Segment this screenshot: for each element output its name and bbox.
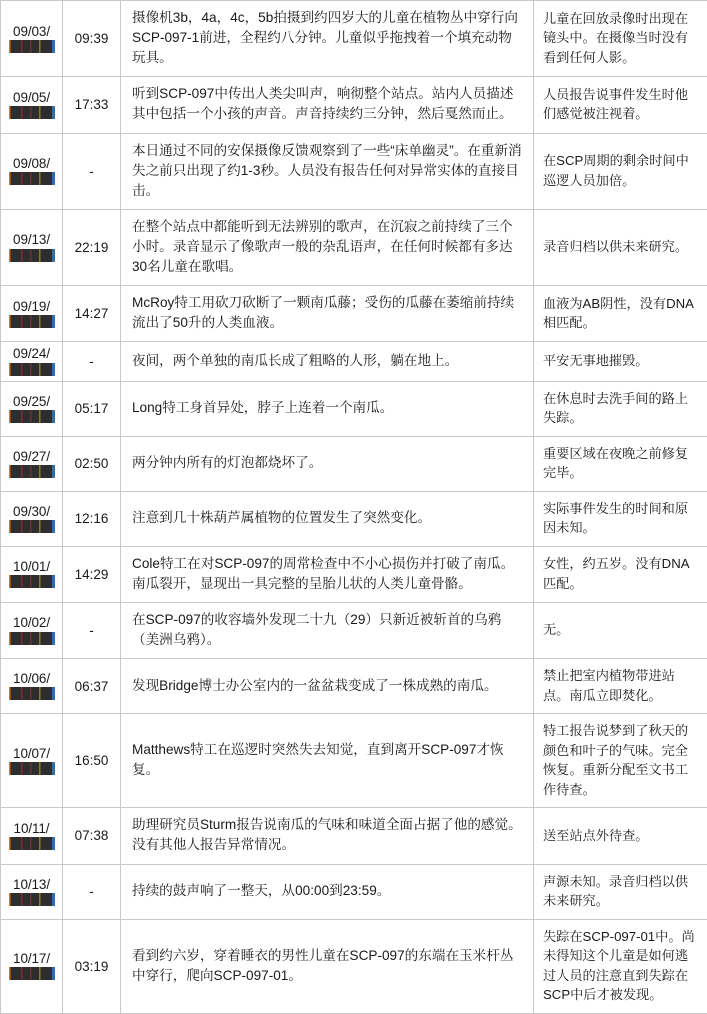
- table-row: [1, 546, 707, 602]
- cell-date: [1, 546, 63, 602]
- table-row: [1, 209, 707, 285]
- cell-notes: 禁止把室内植物带进站点。南瓜立即焚化。: [534, 659, 707, 714]
- redacted-year-bar: [9, 837, 55, 850]
- cell-notes: 送至站点外待查。: [534, 808, 707, 864]
- cell-time: 06:37: [63, 659, 121, 714]
- cell-time: 12:16: [63, 491, 121, 546]
- cell-date: [1, 602, 63, 658]
- cell-description: 夜间，两个单独的南瓜长成了粗略的人形，躺在地上。: [121, 342, 534, 381]
- cell-date: [1, 864, 63, 919]
- redacted-year-bar: [9, 40, 55, 53]
- cell-time: 16:50: [63, 714, 121, 808]
- cell-date: [1, 919, 63, 1013]
- table-row: [1, 659, 707, 714]
- cell-description: 本日通过不同的安保摄像反馈观察到了一些“床单幽灵”。在重新消失之前只出现了约1-3秒。人员没有报告任何对异常实体的直接目击。: [121, 133, 534, 209]
- redacted-year-bar: [9, 465, 55, 478]
- cell-notes: 无。: [534, 602, 707, 658]
- cell-time: 09:39: [63, 1, 121, 77]
- cell-notes: 儿童在回放录像时出现在镜头中。在摄像当时没有看到任何人影。: [534, 1, 707, 77]
- cell-date: [1, 286, 63, 342]
- cell-notes: 重要区域在夜晚之前修复完毕。: [534, 436, 707, 491]
- table-row: [1, 381, 707, 436]
- cell-date: [1, 808, 63, 864]
- table-row: [1, 714, 707, 808]
- date-text: 10/06/: [3, 671, 60, 686]
- cell-description: 听到SCP-097中传出人类尖叫声，响彻整个站点。站内人员描述其中包括一个小孩的声音。声音持续约三分钟，然后戛然而止。: [121, 77, 534, 133]
- cell-description: Cole特工在对SCP-097的周常检查中不小心损伤并打破了南瓜。南瓜裂开，显现出一具完整的呈胎儿状的人类儿童骨骼。: [121, 546, 534, 602]
- cell-notes: 血液为AB阴性，没有DNA相匹配。: [534, 286, 707, 342]
- cell-time: -: [63, 133, 121, 209]
- date-text: 10/17/: [3, 951, 60, 966]
- date-text: 09/24/: [3, 346, 60, 361]
- date-text: 09/19/: [3, 299, 60, 314]
- cell-time: 17:33: [63, 77, 121, 133]
- cell-notes: 在休息时去洗手间的路上失踪。: [534, 381, 707, 436]
- table-row: [1, 1, 707, 77]
- redacted-year-bar: [9, 106, 55, 119]
- cell-description: 持续的鼓声响了一整天，从00:00到23:59。: [121, 864, 534, 919]
- date-text: 10/01/: [3, 559, 60, 574]
- table-row: [1, 864, 707, 919]
- cell-time: -: [63, 864, 121, 919]
- redacted-year-bar: [9, 315, 55, 328]
- cell-notes: 特工报告说梦到了秋天的颜色和叶子的气味。完全恢复。重新分配至文书工作待查。: [534, 714, 707, 808]
- table-row: [1, 77, 707, 133]
- cell-time: 07:38: [63, 808, 121, 864]
- redacted-year-bar: [9, 172, 55, 185]
- cell-notes: 声源未知。录音归档以供未来研究。: [534, 864, 707, 919]
- cell-description: Matthews特工在巡逻时突然失去知觉，直到离开SCP-097才恢复。: [121, 714, 534, 808]
- table-row: [1, 133, 707, 209]
- table-row: [1, 808, 707, 864]
- redacted-year-bar: [9, 575, 55, 588]
- cell-time: 14:27: [63, 286, 121, 342]
- table-row: [1, 919, 707, 1013]
- cell-date: [1, 209, 63, 285]
- date-text: 10/07/: [3, 746, 60, 761]
- cell-time: 05:17: [63, 381, 121, 436]
- cell-notes: 实际事件发生的时间和原因未知。: [534, 491, 707, 546]
- cell-description: Long特工身首异处，脖子上连着一个南瓜。: [121, 381, 534, 436]
- cell-date: [1, 342, 63, 381]
- cell-notes: 在SCP周期的剩余时间中巡逻人员加倍。: [534, 133, 707, 209]
- cell-time: 03:19: [63, 919, 121, 1013]
- date-text: 09/27/: [3, 449, 60, 464]
- date-text: 10/13/: [3, 877, 60, 892]
- cell-notes: 失踪在SCP-097-01中。尚未得知这个儿童是如何逃过人员的注意直到失踪在SCP中后才被发现。: [534, 919, 707, 1013]
- cell-date: [1, 436, 63, 491]
- cell-date: [1, 1, 63, 77]
- cell-date: [1, 491, 63, 546]
- cell-date: [1, 133, 63, 209]
- cell-description: 发现Bridge博士办公室内的一盆盆栽变成了一株成熟的南瓜。: [121, 659, 534, 714]
- table-row: [1, 342, 707, 381]
- cell-time: 14:29: [63, 546, 121, 602]
- date-text: 10/11/: [3, 821, 60, 836]
- date-text: 09/05/: [3, 90, 60, 105]
- cell-date: [1, 381, 63, 436]
- table-row: [1, 602, 707, 658]
- cell-description: 注意到几十株葫芦属植物的位置发生了突然变化。: [121, 491, 534, 546]
- incident-log-body: [1, 1, 707, 1014]
- cell-notes: 录音归档以供未来研究。: [534, 209, 707, 285]
- cell-description: McRoy特工用砍刀砍断了一颗南瓜藤；受伤的瓜藤在萎缩前持续流出了50升的人类血液。: [121, 286, 534, 342]
- cell-description: 在整个站点中都能听到无法辨别的歌声，在沉寂之前持续了三个小时。录音显示了像歌声一般的杂乱语声，在任何时候都有多达30名儿童在歌唱。: [121, 209, 534, 285]
- redacted-year-bar: [9, 893, 55, 906]
- redacted-year-bar: [9, 967, 55, 980]
- cell-description: 摄像机3b，4a，4c，5b拍摄到约四岁大的儿童在植物丛中穿行向SCP-097-1前进，全程约八分钟。儿童似乎拖拽着一个填充动物玩具。: [121, 1, 534, 77]
- date-text: 10/02/: [3, 615, 60, 630]
- cell-description: 两分钟内所有的灯泡都烧坏了。: [121, 436, 534, 491]
- table-row: [1, 491, 707, 546]
- cell-date: [1, 659, 63, 714]
- date-text: 09/03/: [3, 24, 60, 39]
- redacted-year-bar: [9, 632, 55, 645]
- date-text: 09/25/: [3, 394, 60, 409]
- cell-notes: 人员报告说事件发生时他们感觉被注视着。: [534, 77, 707, 133]
- table-row: [1, 436, 707, 491]
- cell-notes: 女性，约五岁。没有DNA匹配。: [534, 546, 707, 602]
- date-text: 09/30/: [3, 504, 60, 519]
- date-text: 09/13/: [3, 232, 60, 247]
- cell-notes: 平安无事地摧毁。: [534, 342, 707, 381]
- date-text: 09/08/: [3, 156, 60, 171]
- cell-description: 助理研究员Sturm报告说南瓜的气味和味道全面占据了他的感觉。没有其他人报告异常情况。: [121, 808, 534, 864]
- redacted-year-bar: [9, 410, 55, 423]
- cell-description: 看到约六岁，穿着睡衣的男性儿童在SCP-097的东端在玉米杆丛中穿行，爬向SCP-097-01。: [121, 919, 534, 1013]
- cell-time: 02:50: [63, 436, 121, 491]
- redacted-year-bar: [9, 520, 55, 533]
- cell-time: 22:19: [63, 209, 121, 285]
- cell-time: -: [63, 602, 121, 658]
- redacted-year-bar: [9, 249, 55, 262]
- cell-time: -: [63, 342, 121, 381]
- redacted-year-bar: [9, 687, 55, 700]
- redacted-year-bar: [9, 363, 55, 376]
- table-row: [1, 286, 707, 342]
- cell-date: [1, 77, 63, 133]
- redacted-year-bar: [9, 762, 55, 775]
- cell-date: [1, 714, 63, 808]
- cell-description: 在SCP-097的收容墙外发现二十九（29）只新近被斩首的乌鸦（美洲乌鸦）。: [121, 602, 534, 658]
